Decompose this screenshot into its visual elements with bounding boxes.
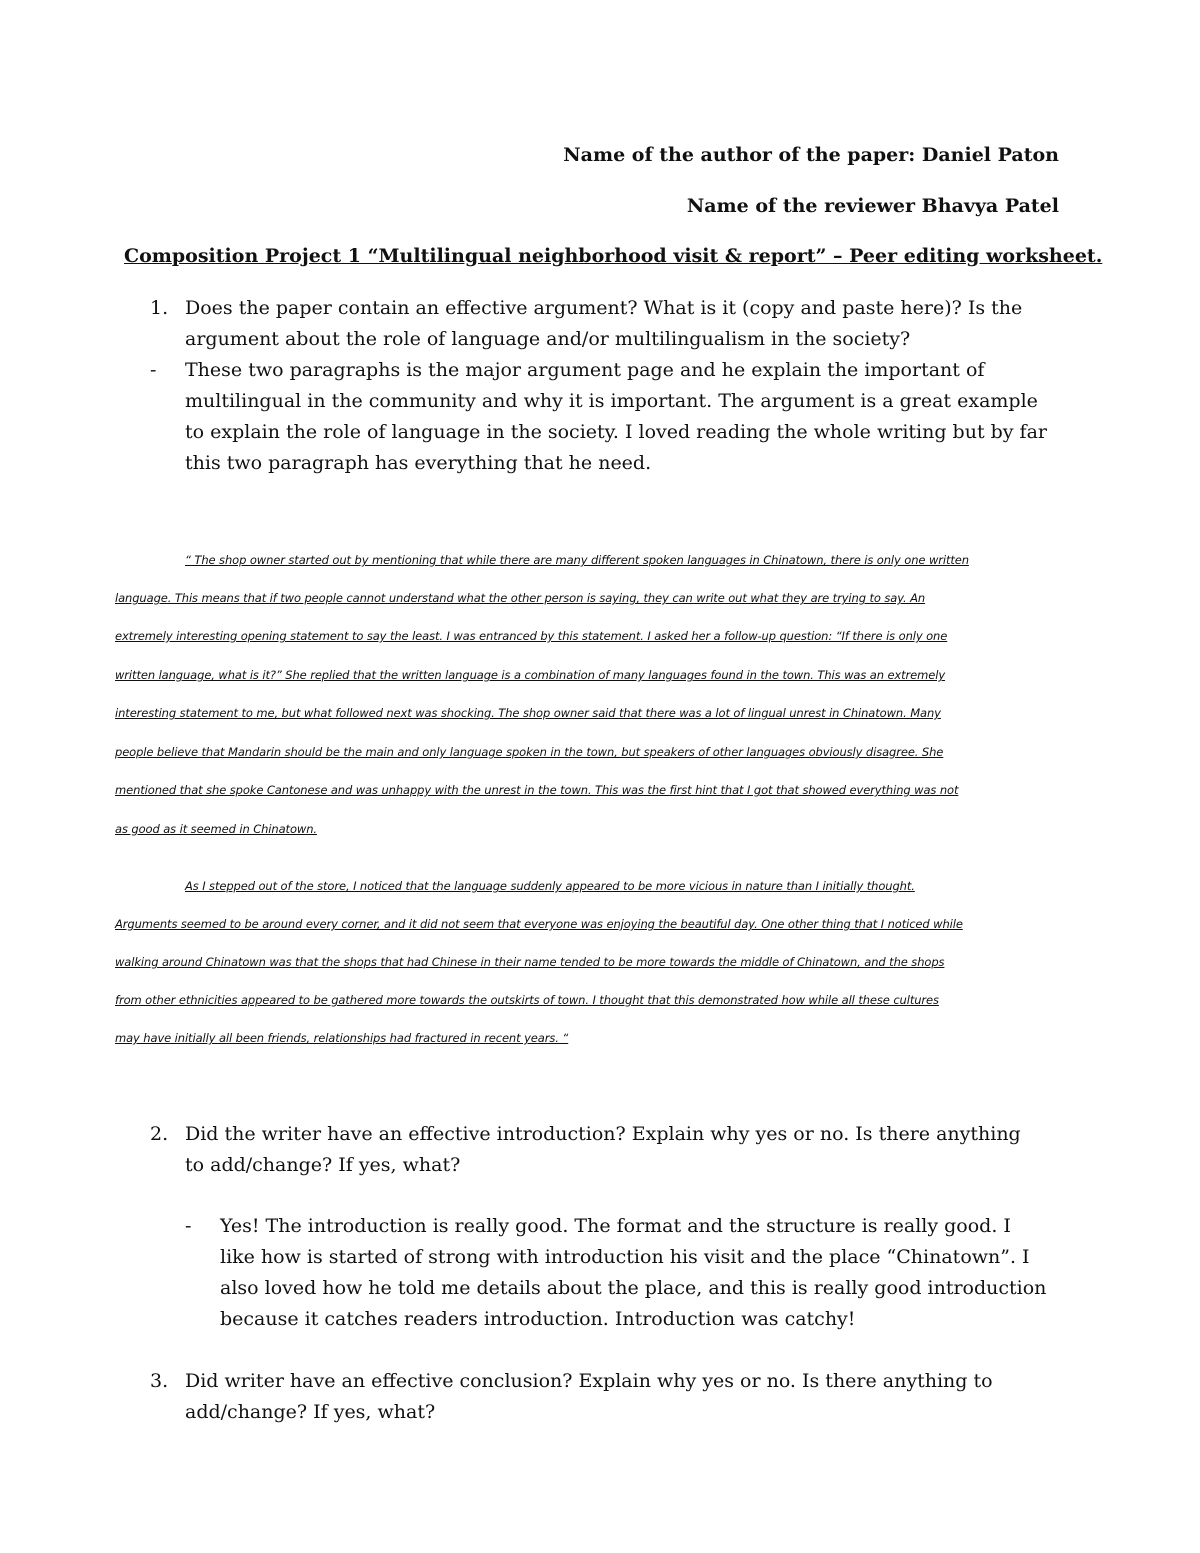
question-1-text: Does the paper contain an effective argument? What is it (copy and paste here)? Is the argument about the role of language and/or multilingualism in the society? [185, 297, 1023, 350]
quote-line: language. This means that if two people cannot understand what the other person is saying, they can write out what they are trying to say. An [115, 591, 926, 605]
answer-2-marker: - [185, 1215, 192, 1237]
quote-line: Arguments seemed to be around every corner, and it did not seem that everyone was enjoying the beautiful day. One other thing that I noticed while [115, 917, 963, 931]
quote-line: “ The shop owner started out by mentioning that while there are many different spoken languages in Chinatown, there is only one written [185, 553, 969, 567]
quote-line: extremely interesting opening statement to say the least. I was entranced by this statement. I asked her a follow-up question: “If there is only one [115, 629, 948, 643]
question-2-number: 2. [150, 1123, 169, 1145]
quote-line: people believe that Mandarin should be the main and only language spoken in the town, but speakers of other languages obviously disagree. She [115, 745, 944, 759]
quote-line: walking around Chinatown was that the shops that had Chinese in their name tended to be more towards the middle of Chinatown, and the shops [115, 955, 945, 969]
answer-2-text: Yes! The introduction is really good. The format and the structure is really good. I like how is started of strong with introduction his visit and the place “Chinatown”. I also loved how he told me details about the place, and this is really good introduction because it catches readers introduction. Introduction was catchy! [220, 1215, 1047, 1330]
reviewer-name: Name of the reviewer Bhavya Patel [686, 195, 1059, 217]
quote-line: As I stepped out of the store, I noticed that the language suddenly appeared to be more vicious in nature than I initially thought. [185, 879, 915, 893]
question-3-text: Did writer have an effective conclusion? Explain why yes or no. Is there anything to add/change? If yes, what? [185, 1370, 993, 1423]
question-3-number: 3. [150, 1370, 169, 1392]
question-1-number: 1. [150, 297, 169, 319]
answer-1-text: These two paragraphs is the major argument page and he explain the important of multilingual in the community and why it is important. The argument is a great example to explain the role of language in the society. I loved reading the whole writing but by far this two paragraph has everything that he need. [185, 359, 1047, 474]
quote-line: written language, what is it?” She replied that the written language is a combination of many languages found in the town. This was an extremely [115, 668, 946, 682]
answer-1-marker: - [150, 359, 157, 381]
quote-line: interesting statement to me, but what followed next was shocking. The shop owner said that there was a lot of lingual unrest in Chinatown. Many [115, 706, 941, 720]
quote-line: as good as it seemed in Chinatown. [115, 822, 317, 836]
question-2-text: Did the writer have an effective introduction? Explain why yes or no. Is there anything to add/change? If yes, what? [185, 1123, 1021, 1176]
quote-line: may have initially all been friends, relationships had fractured in recent years. “ [115, 1031, 569, 1045]
author-name: Name of the author of the paper: Daniel Paton [563, 144, 1059, 166]
worksheet-title: Composition Project 1 “Multilingual neighborhood visit & report” – Peer editing worksheet. [124, 245, 1103, 267]
quote-line: from other ethnicities appeared to be gathered more towards the outskirts of town. I thought that this demonstrated how while all these cultures [115, 993, 939, 1007]
quote-line: mentioned that she spoke Cantonese and was unhappy with the unrest in the town. This was the first hint that I got that showed everything was not [115, 783, 959, 797]
